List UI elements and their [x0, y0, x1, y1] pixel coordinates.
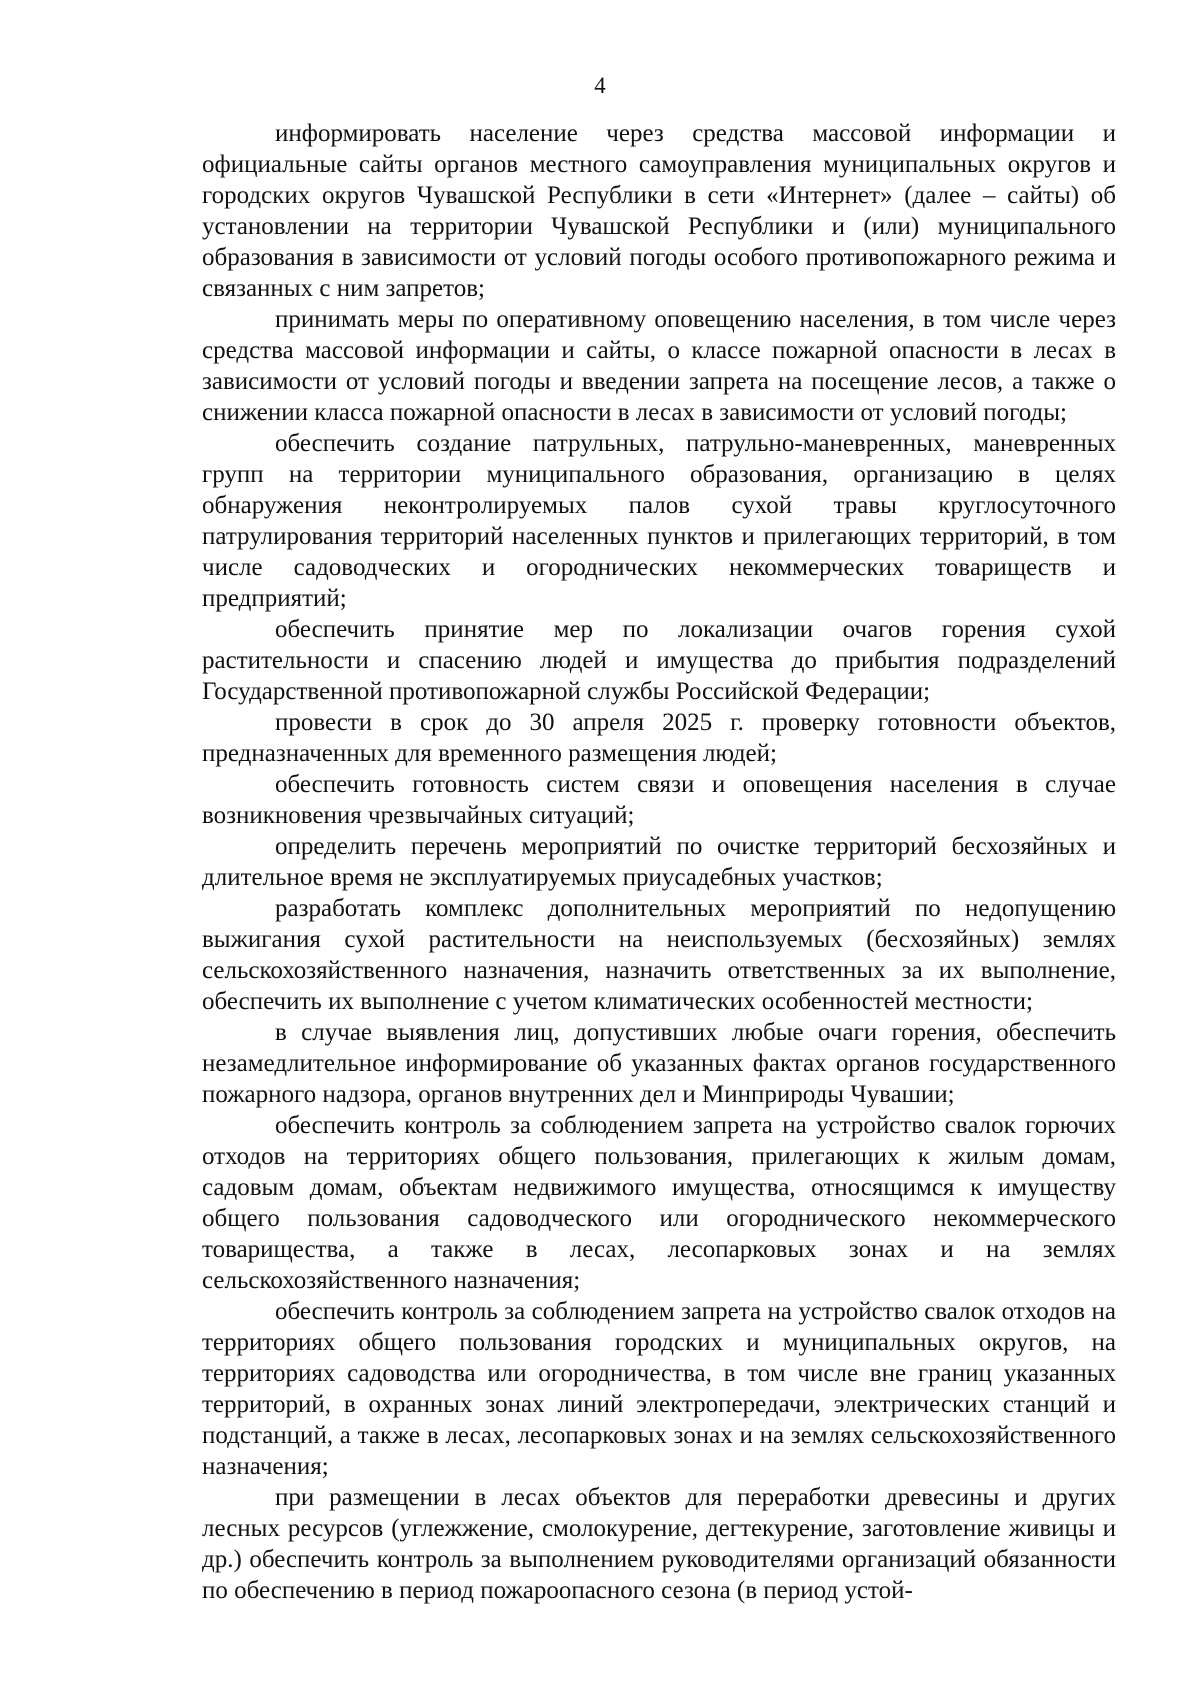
paragraph-check-shelters: провести в срок до 30 апреля 2025 г. проверку готовности объектов, предназначенных для временного размещения людей; — [202, 709, 1116, 767]
paragraph-notify-fire-class: принимать меры по оперативному оповещению населения, в том числе через средства массовой информации и сайты, о классе пожарной опасности в лесах в зависимости от условий погоды и введении запрета на посещение лесов, а также о снижении класса пожарной опасности в лесах в зависимости от условий погоды; — [202, 306, 1116, 426]
paragraph-combustible-dumps: обеспечить контроль за соблюдением запрета на устройство свалок горючих отходов на территориях общего пользования, прилегающих к жилым домам, садовым домам, объектам недвижимого имущества, относящимся к имуществу общего пользования садоводческого или огороднического некоммерческого товарищества, а также в лесах, лесопарковых зонах и на землях сельскохозяйственного назначения; — [202, 1112, 1116, 1294]
paragraph-inform-population: информировать население через средства массовой информации и официальные сайты органов местного самоуправления муниципальных округов и городских округов Чувашской Республики в сети «Интернет» (далее – сайты) об установлении на территории Чувашской Республики и (или) муниципального образования в зависимости от условий погоды особого противопожарного режима и связанных с ним запретов; — [202, 120, 1116, 302]
paragraph-prevent-burning: разработать комплекс дополнительных мероприятий по недопущению выжигания сухой растительности на неиспользуемых (бесхозяйных) землях сельскохозяйственного назначения, назначить ответственных за их выполнение, обеспечить их выполнение с учетом климатических особенностей местности; — [202, 895, 1116, 1015]
paragraph-waste-dumps: обеспечить контроль за соблюдением запрета на устройство свалок отходов на территориях общего пользования городских и муниципальных округов, на территориях садоводства или огородничества, в том числе вне границ указанных территорий, в охранных зонах линий электропередачи, электрических станций и подстанций, а также в лесах, лесопарковых зонах и на землях сельскохозяйственного назначения; — [202, 1298, 1116, 1480]
paragraph-forest-facilities: при размещении в лесах объектов для переработки древесины и других лесных ресурсов (углежжение, смолокурение, дегтекурение, заготовление живицы и др.) обеспечить контроль за выполнением руководителями организаций обязанности по обеспечению в период пожароопасного сезона (в период устой- — [202, 1484, 1116, 1604]
paragraph-patrol-groups: обеспечить создание патрульных, патрульно-маневренных, маневренных групп на территории муниципального образования, организацию в целях обнаружения неконтролируемых палов сухой травы круглосуточного патрулирования территорий населенных пунктов и прилегающих территорий, в том числе садоводческих и огороднических некоммерческих товариществ и предприятий; — [202, 430, 1116, 612]
page-number: 4 — [594, 73, 606, 98]
paragraph-report-offenders: в случае выявления лиц, допустивших любые очаги горения, обеспечить незамедлительное информирование об указанных фактах органов государственного пожарного надзора, органов внутренних дел и Минприроды Чувашии; — [202, 1019, 1116, 1108]
document-body — [202, 118, 1116, 1606]
paragraph-communication-systems: обеспечить готовность систем связи и оповещения населения в случае возникновения чрезвычайных ситуаций; — [202, 771, 1116, 829]
paragraph-clean-territories: определить перечень мероприятий по очистке территорий бесхозяйных и длительное время не эксплуатируемых приусадебных участков; — [202, 833, 1116, 891]
paragraph-localize-fires: обеспечить принятие мер по локализации очагов горения сухой растительности и спасению людей и имущества до прибытия подразделений Государственной противопожарной службы Российской Федерации; — [202, 616, 1116, 705]
